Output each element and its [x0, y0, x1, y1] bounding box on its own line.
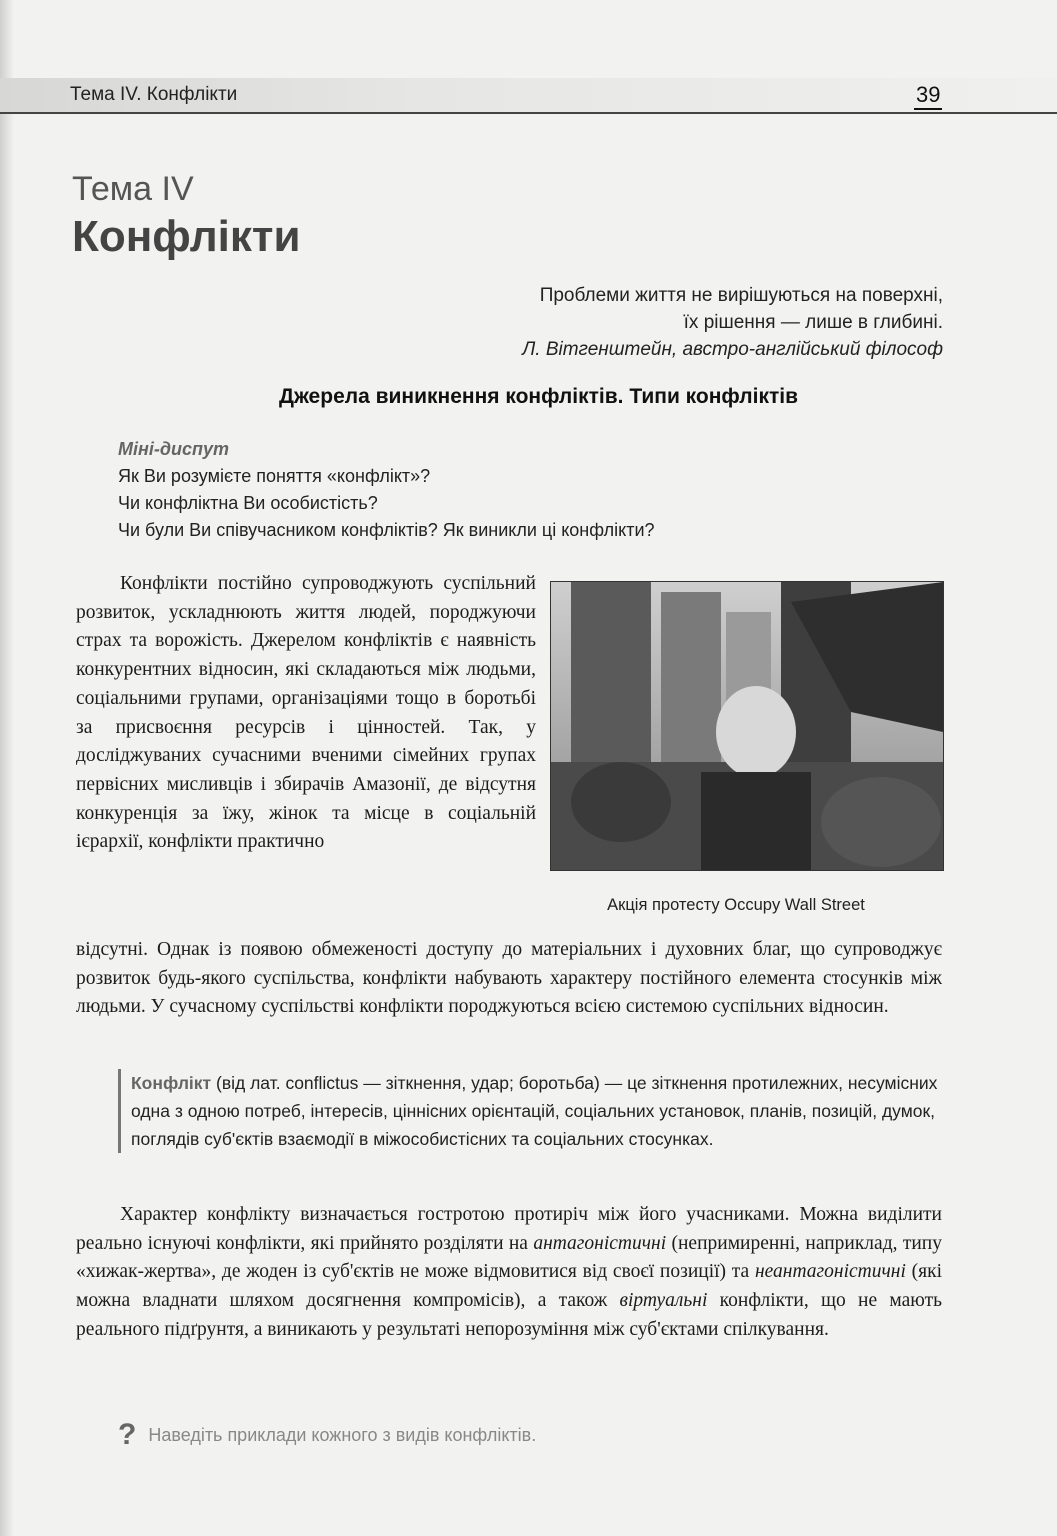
epigraph	[522, 282, 943, 363]
question-text: Наведіть приклади кожного з видів конфліктів.	[148, 1425, 537, 1445]
running-title: Тема IV. Конфлікти	[70, 84, 238, 105]
page-edge-shadow	[0, 0, 14, 1536]
photo-caption: Акція протесту Occupy Wall Street	[607, 896, 865, 914]
epigraph-author: Л. Вітгенштейн, австро-англійський філософ	[522, 339, 943, 360]
question-mark-icon: ?	[118, 1418, 137, 1451]
section-heading: Джерела виникнення конфліктів. Типи конфліктів	[278, 385, 798, 408]
term-virtual: віртуальні	[619, 1290, 708, 1312]
paragraph-2-part-4: конфлікти, що не мають реального підґрунтя, а виникають у результаті непорозуміння між суб'єктами спілкування.	[76, 1290, 942, 1340]
term-antagonistic: антагоністичні	[533, 1232, 667, 1254]
mini-debate-question: Чи були Ви співучасником конфліктів? Як виникли ці конфлікти?	[118, 520, 655, 540]
epigraph-line-1: Проблеми життя не вирішуються на поверхні,	[539, 285, 943, 306]
term-non-antagonistic: неантагоністичні	[754, 1261, 906, 1283]
epigraph-line-2: їх рішення — лише в глибині.	[683, 312, 943, 333]
paragraph-2-part-1: Характер конфлікту визначається гостротою протиріч між його учасниками. Можна виділити реально існуючі конфлікти, які прийнято розділяти на	[76, 1204, 942, 1254]
mini-debate	[118, 436, 655, 544]
paragraph-2-part-3: (які можна владнати шляхом досягнення компромісів), а також	[76, 1261, 942, 1312]
paragraph-1-text: Конфлікти постійно супроводжують суспільний розвиток, ускладнюють життя людей, породжуючи страх та ворожість. Джерелом конфліктів є наявність конкурентних відносин, які складаються між людьми, соціальними групами, організаціями тощо в боротьбі за присвоєння ресурсів і цінностей. Так, у досліджуваних сучасними вченими сімейних групах первісних мисливців і збирачів Амазонії, де відсутня конкуренція за їжу, жінок та місце в соціальній ієрархії, конфлікти практично	[76, 573, 536, 853]
chapter-label: Тема IV	[72, 170, 194, 208]
page-number: 39	[914, 82, 942, 110]
mini-debate-question: Чи конфліктна Ви особистість?	[118, 493, 378, 513]
paragraph-2	[76, 1201, 942, 1345]
definition-box	[118, 1069, 955, 1153]
definition-term: Конфлікт	[131, 1073, 212, 1093]
paragraph-1-wrapped	[76, 570, 536, 857]
chapter-title: Конфлікти	[72, 212, 301, 261]
mini-debate-label: Міні-диспут	[118, 439, 230, 459]
paragraph-1-continued: відсутні. Однак із появою обмеженості доступу до матеріальних і духовних благ, що супроводжує розвиток будь-якого суспільства, конфлікти набувають характеру постійного елемента стосунків між людьми. У сучасному суспільстві конфлікти породжуються всією системою суспільних відносин.	[76, 939, 942, 1018]
review-question	[118, 1418, 536, 1452]
paragraph-2-part-2: (непримиренні, наприклад, типу «хижак-жертва», де жоден із суб'єктів не може відмовитися від своєї позиції) та	[76, 1232, 942, 1283]
protest-photo	[550, 581, 944, 871]
definition-text: (від лат. conflictus — зіткнення, удар; боротьба) — це зіткнення протилежних, несумісних одна з одною потреб, інтересів, ціннісних орієнтацій, соціальних установок, планів, позицій, думок, поглядів суб'єктів взаємодії в міжособистісних та соціальних стосунках.	[131, 1073, 938, 1149]
mini-debate-question: Як Ви розумієте поняття «конфлікт»?	[118, 466, 431, 486]
